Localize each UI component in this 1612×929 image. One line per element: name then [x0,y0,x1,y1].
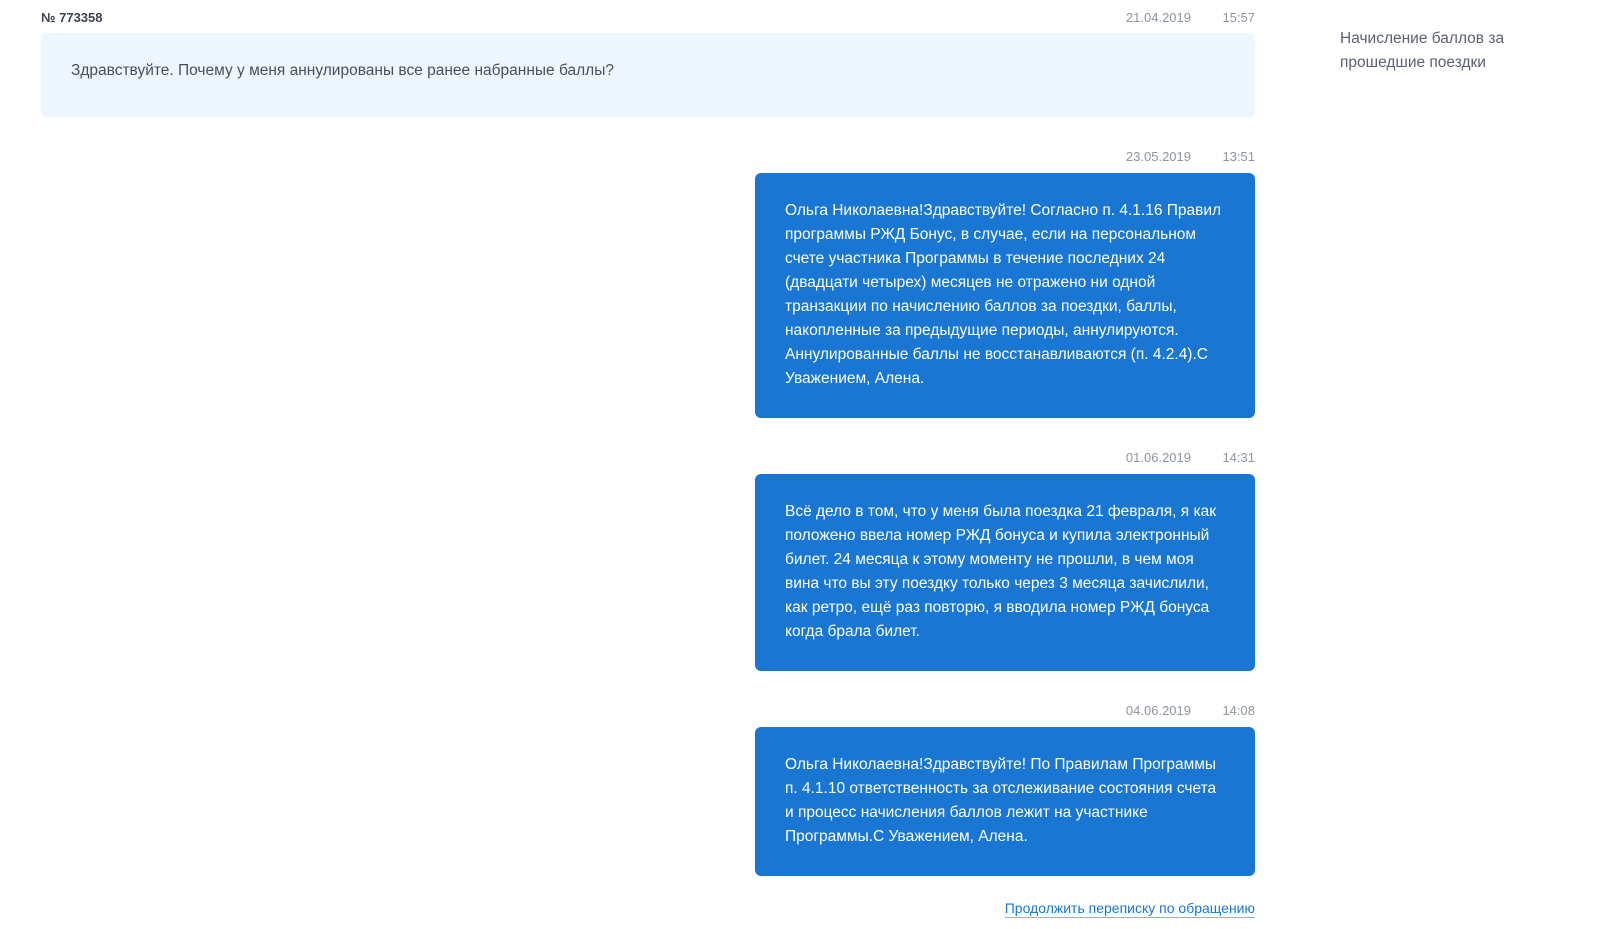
message-bubble-reply [755,173,1255,418]
message-text: Здравствуйте. Почему у меня аннулированы все ранее набранные баллы? [71,62,614,79]
message-meta [41,148,1255,166]
message-meta [41,702,1255,720]
ticket-number: № 773358 [41,10,103,25]
message-bubble-reply [755,727,1255,876]
continue-conversation-link[interactable]: Продолжить переписку по обращению [1004,900,1255,916]
message-date: 01.06.2019 [1125,450,1191,465]
message-meta [41,9,1255,27]
message-time: 15:57 [1222,10,1255,25]
message-date: 23.05.2019 [1125,149,1191,164]
message-time: 14:08 [1222,703,1255,718]
message-bubble-reply [755,474,1255,671]
message-date: 21.04.2019 [1125,10,1191,25]
message-text: Ольга Николаевна!Здравствуйте! Согласно п. 4.1.16 Правил программы РЖД Бонус, в случае, если на персональном счете участника Программы в течение последних 24 (двадцати четырех) месяцев не отражено ни одной транзакции по начислению баллов за поездки, баллы, накопленные за предыдущие периоды, аннулируются. Аннулированные баллы не восстанавливаются (п. 4.2.4).С Уважением, Алена. [785,202,1222,387]
message-bubble-user [41,33,1255,117]
sidebar-topic: Начисление баллов за прошедшие поездки [1340,30,1505,71]
message-time: 13:51 [1222,149,1255,164]
message-meta [41,449,1255,467]
message-time: 14:31 [1222,450,1255,465]
message-date: 04.06.2019 [1125,703,1191,718]
message-text: Ольга Николаевна!Здравствуйте! По Правилам Программы п. 4.1.10 ответственность за отслеживание состояния счета и процесс начисления баллов лежит на участнике Программы.С Уважением, Алена. [785,756,1217,845]
message-text: Всё дело в том, что у меня была поездка 21 февраля, я как положено ввела номер РЖД бонуса и купила электронный билет. 24 месяца к этому моменту не прошли, в чем моя вина что вы эту поездку только через 3 месяца зачислили, как ретро, ещё раз повторю, я вводила номер РЖД бонуса когда брала билет. [785,503,1216,640]
